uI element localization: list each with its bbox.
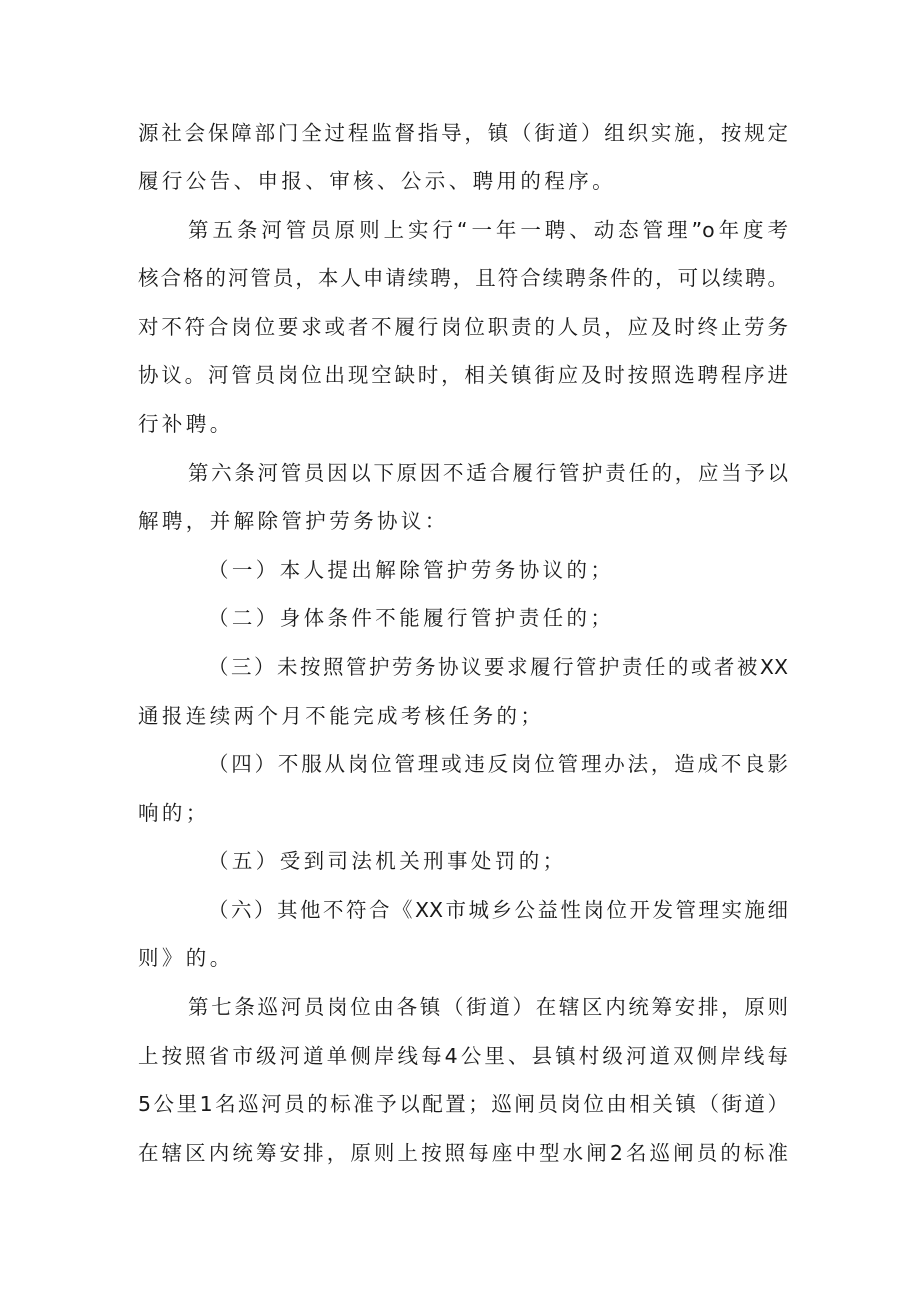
list-item: （一）本人提出解除管护劳务协议的； [208, 558, 615, 582]
list-item: （五）受到司法机关刑事处罚的； [208, 849, 567, 873]
text-line: 响的； [138, 801, 210, 825]
list-item: （三）未按照管护劳务协议要求履行管护责任的或者被XX [208, 655, 788, 679]
text-line: 上按照省市级河道单侧岸线每4公里、县镇村级河道双侧岸线每 [138, 1044, 788, 1068]
text-line: 第六条河管员因以下原因不适合履行管护责任的，应当予以 [188, 461, 788, 485]
text-line: 解聘，并解除管护劳务协议： [138, 509, 449, 533]
text-line: 对不符合岗位要求或者不履行岗位职责的人员，应及时终止劳务 [138, 315, 788, 339]
text-line: 履行公告、申报、审核、公示、聘用的程序。 [138, 169, 616, 193]
text-line: 在辖区内统筹安排，原则上按照每座中型水闸2名巡闸员的标准 [138, 1141, 788, 1165]
text-line: 则》的。 [138, 946, 234, 970]
text-line: 通报连续两个月不能完成考核任务的； [138, 704, 545, 728]
text-line: 第五条河管员原则上实行“一年一聘、动态管理”o年度考 [188, 218, 788, 242]
list-item: （四）不服从岗位管理或违反岗位管理办法，造成不良影 [208, 752, 788, 776]
text-line: 源社会保障部门全过程监督指导，镇（街道）组织实施，按规定 [138, 121, 788, 145]
text-line: 行补聘。 [138, 412, 234, 436]
list-item: （六）其他不符合《XX市城乡公益性岗位开发管理实施细 [208, 898, 788, 922]
text-line: 5公里1名巡河员的标准予以配置；巡闸员岗位由相关镇（街道） [138, 1092, 788, 1116]
text-line: 第七条巡河员岗位由各镇（街道）在辖区内统筹安排，原则 [188, 995, 788, 1019]
list-item: （二）身体条件不能履行管护责任的； [208, 606, 615, 630]
text-line: 协议。河管员岗位出现空缺时，相关镇街应及时按照选聘程序进 [138, 363, 788, 387]
text-line: 核合格的河管员，本人申请续聘，且符合续聘条件的，可以续聘。 [138, 266, 788, 290]
